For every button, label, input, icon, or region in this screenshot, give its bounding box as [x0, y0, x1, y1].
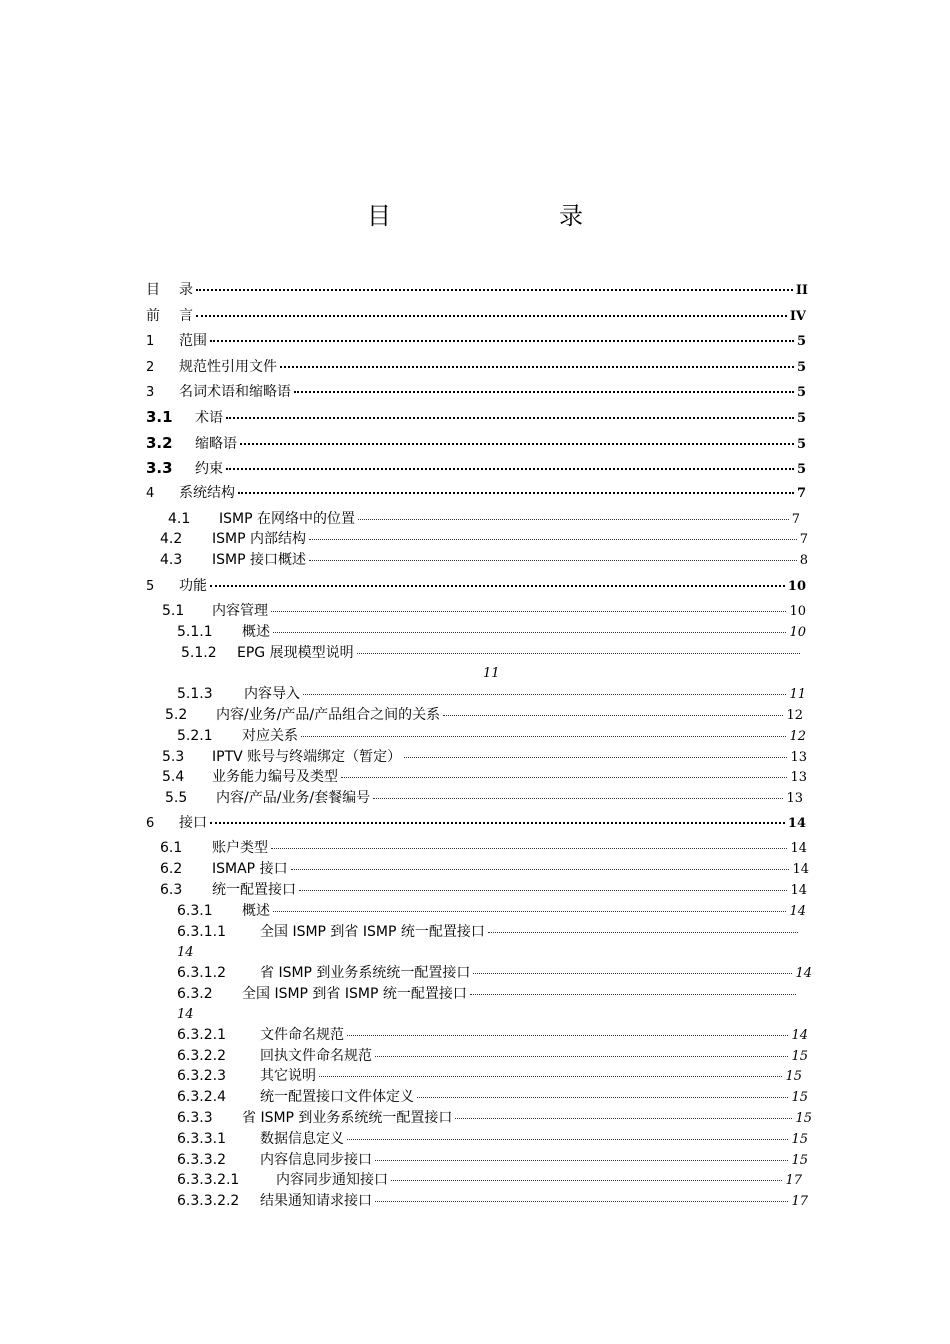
toc-entry-label: 其它说明 [260, 1068, 316, 1084]
toc-entry[interactable] [177, 1150, 808, 1170]
toc-entry-page: 14 [787, 816, 806, 831]
toc-entry-number: 6.2 [160, 861, 183, 877]
toc-entry-number: 前 [146, 308, 160, 324]
toc-entry-label: 内容/产品/业务/套餐编号 [216, 790, 371, 806]
toc-entry[interactable] [146, 407, 806, 427]
toc-entry-label: IPTV 账号与终端绑定（暂定） [212, 749, 402, 765]
dot-leader [347, 1129, 788, 1140]
dot-leader [294, 381, 794, 393]
toc-entry[interactable] [177, 1046, 808, 1066]
toc-entry-page: 15 [791, 1153, 808, 1168]
dot-leader [443, 705, 783, 716]
toc-entry-number: 5.1 [162, 603, 185, 619]
toc-entry-number: 5.1.3 [177, 686, 213, 702]
toc-entry[interactable] [146, 357, 806, 377]
toc-entry-label: 结果通知请求接口 [260, 1193, 372, 1209]
toc-entry-page: 14 [790, 841, 807, 856]
toc-entry-label: 内容信息同步接口 [260, 1152, 372, 1168]
dot-leader [455, 1108, 792, 1119]
toc-entry[interactable] [162, 767, 807, 787]
toc-entry[interactable] [160, 550, 808, 570]
dot-leader [473, 963, 792, 974]
toc-entry[interactable] [177, 1129, 808, 1149]
dot-leader [271, 838, 787, 849]
toc-entry-page: 14 [790, 883, 807, 898]
toc-entry[interactable] [146, 576, 806, 596]
toc-entry-number: 6.3.1 [177, 903, 213, 919]
dot-leader [358, 509, 789, 520]
toc-entry-label: 回执文件命名规范 [260, 1048, 372, 1064]
toc-entry-number: 6.3.1.1 [177, 924, 226, 940]
toc-entry-label: 全国 ISMP 到省 ISMP 统一配置接口 [242, 986, 467, 1002]
toc-entry-label: 功能 [179, 578, 207, 594]
toc-entry[interactable] [165, 705, 803, 725]
toc-entry-number: 6.3.3.1 [177, 1131, 226, 1147]
toc-entry-page: 14 [177, 1007, 194, 1022]
toc-entry-number: 4 [146, 486, 155, 501]
toc-entry[interactable] [177, 1108, 812, 1128]
toc-entry[interactable] [177, 1066, 802, 1086]
dot-leader [309, 529, 797, 540]
dot-leader [196, 279, 793, 291]
toc-entry-page: 17 [785, 1173, 802, 1188]
dot-leader [210, 330, 794, 342]
toc-entry-page: 14 [791, 1028, 808, 1043]
toc-entry-page: 14 [795, 966, 812, 981]
toc-entry[interactable] [177, 1087, 808, 1107]
dot-leader [299, 880, 787, 891]
toc-entry-page: 11 [789, 687, 806, 702]
toc-entry-number: 6.1 [160, 840, 183, 856]
toc-entry-page: 7 [799, 532, 808, 547]
dot-leader [375, 1150, 788, 1161]
toc-entry-page: 15 [791, 1132, 808, 1147]
toc-entry-label: 范围 [179, 333, 207, 349]
toc-entry-number: 6.3.2.4 [177, 1089, 226, 1105]
toc-entry-page: 12 [789, 729, 806, 744]
toc-entry-number: 5.1.2 [181, 645, 217, 661]
toc-entry-number: 6.3 [160, 882, 183, 898]
toc-entry-number: 6.3.2 [177, 986, 213, 1002]
dot-leader [341, 767, 787, 778]
toc-entry-page: 10 [787, 579, 806, 594]
toc-entry-label: 规范性引用文件 [179, 359, 277, 375]
toc-entry-number: 5 [146, 579, 155, 594]
toc-entry-number: 4.1 [168, 511, 191, 527]
toc-entry-page: IV [789, 309, 806, 324]
toc-entry-page: 10 [789, 604, 806, 619]
dot-leader [273, 622, 786, 633]
toc-entry-number: 5.2.1 [177, 728, 213, 744]
dot-leader [373, 788, 783, 799]
toc-entry-page: 13 [790, 770, 807, 785]
dot-leader [404, 747, 787, 758]
toc-entry[interactable] [146, 280, 808, 300]
toc-entry[interactable] [177, 622, 806, 642]
toc-entry-number: 6.3.2.3 [177, 1068, 226, 1084]
toc-entry-label: 术语 [195, 410, 223, 426]
toc-entry-page: 5 [796, 411, 806, 426]
dot-leader [280, 356, 794, 368]
dot-leader [303, 684, 786, 695]
toc-entry[interactable] [177, 1191, 808, 1211]
toc-entry[interactable] [177, 1170, 802, 1190]
toc-entry[interactable] [146, 331, 806, 351]
toc-entry[interactable] [146, 382, 806, 402]
dot-leader [238, 482, 794, 494]
toc-entry[interactable] [177, 984, 799, 1004]
toc-entry-page: 7 [791, 512, 800, 527]
toc-entry-label: 言 [179, 308, 193, 324]
toc-entry-label: 对应关系 [242, 728, 298, 744]
toc-entry-page: 15 [795, 1111, 812, 1126]
toc-entry-page: 17 [791, 1194, 808, 1209]
toc-entry-number: 6.3.3.2.2 [177, 1193, 240, 1209]
toc-entry-number: 3.3 [146, 459, 173, 477]
toc-entry-page: 15 [785, 1069, 802, 1084]
dot-leader [301, 726, 786, 737]
toc-entry-label: 省 ISMP 到业务系统统一配置接口 [242, 1110, 453, 1126]
toc-entry-page: 7 [796, 486, 806, 501]
dot-leader [271, 601, 786, 612]
dot-leader [347, 1025, 788, 1036]
toc-entry-label: ISMP 在网络中的位置 [219, 511, 355, 527]
toc-entry[interactable] [177, 1025, 808, 1045]
toc-entry-number: 6.3.3.2.1 [177, 1172, 240, 1188]
toc-entry[interactable] [160, 529, 808, 549]
dot-leader [417, 1087, 788, 1098]
toc-entry-page: 11 [483, 666, 500, 681]
toc-entry-number: 5.1.1 [177, 624, 213, 640]
toc-entry-page: 5 [796, 462, 806, 477]
toc-entry[interactable] [162, 601, 806, 621]
toc-entry-number: 6.3.2.2 [177, 1048, 226, 1064]
toc-entry-label: ISMP 接口概述 [212, 552, 306, 568]
toc-entry[interactable] [177, 901, 806, 921]
toc-entry-number: 4.3 [160, 552, 183, 568]
toc-entry-page: 5 [796, 334, 806, 349]
toc-entry-label: 系统结构 [179, 485, 235, 501]
dot-leader [470, 984, 796, 995]
dot-leader [210, 812, 785, 824]
toc-entry-number: 6.3.3 [177, 1110, 213, 1126]
toc-entry-number: 3 [146, 385, 155, 400]
toc-entry[interactable] [160, 838, 807, 858]
toc-entry-label: 统一配置接口 [212, 882, 296, 898]
toc-entry-page: 13 [790, 750, 807, 765]
toc-entry-page: 14 [792, 862, 809, 877]
toc-entry-label: 内容同步通知接口 [276, 1172, 388, 1188]
toc-entry-label: 缩略语 [195, 436, 237, 452]
toc-entry-number: 目 [146, 282, 160, 298]
toc-entry-page: 15 [791, 1090, 808, 1105]
dot-leader [375, 1191, 788, 1202]
toc-entry-page: 13 [786, 791, 803, 806]
toc-entry-page: II [795, 283, 808, 298]
toc-entry-label: 内容/业务/产品/产品组合之间的关系 [216, 707, 441, 723]
toc-entry-number: 6 [146, 816, 155, 831]
toc-entry-page: 15 [791, 1049, 808, 1064]
toc-entry-label: 文件命名规范 [260, 1027, 344, 1043]
dot-leader [291, 859, 790, 870]
toc-entry[interactable] [162, 747, 807, 767]
toc-entry-page: 10 [789, 625, 806, 640]
toc-entry-label: 录 [179, 282, 193, 298]
toc-entry-label: 概述 [242, 624, 270, 640]
dot-leader [488, 922, 798, 933]
dot-leader [319, 1066, 782, 1077]
toc-entry-number: 1 [146, 334, 155, 349]
toc-entry[interactable] [165, 788, 803, 808]
toc-entry-page: 5 [796, 437, 806, 452]
toc-entry[interactable] [146, 433, 806, 453]
toc-entry-page: 14 [789, 904, 806, 919]
toc-entry[interactable] [146, 483, 806, 503]
dot-leader [375, 1046, 788, 1057]
toc-entry-label: 统一配置接口文件体定义 [260, 1089, 414, 1105]
toc-entry-label: 数据信息定义 [260, 1131, 344, 1147]
dot-leader [196, 305, 787, 317]
toc-entry[interactable] [177, 684, 806, 704]
toc-entry-page: 5 [796, 360, 806, 375]
dot-leader [391, 1170, 782, 1181]
toc-entry-label: 账户类型 [212, 840, 268, 856]
toc-entry[interactable] [160, 859, 809, 879]
toc-entry-number: 4.2 [160, 531, 183, 547]
toc-entry[interactable] [177, 922, 801, 942]
toc-entry-label: ISMP 内部结构 [212, 531, 306, 547]
toc-entry-number: 5.2 [165, 707, 188, 723]
toc-entry-number: 5.5 [165, 790, 188, 806]
toc-entry-label: 概述 [242, 903, 270, 919]
toc-entry-number: 6.3.3.2 [177, 1152, 226, 1168]
toc-entry-number: 3.1 [146, 408, 173, 426]
toc-entry-label: 约束 [195, 461, 223, 477]
toc-entry-label: 业务能力编号及类型 [212, 769, 338, 785]
toc-entry-label: ISMAP 接口 [212, 861, 288, 877]
dot-leader [309, 550, 797, 561]
dot-leader [210, 575, 785, 587]
toc-entry-label: 名词术语和缩略语 [179, 384, 291, 400]
toc-entry[interactable] [146, 306, 806, 326]
dot-leader [226, 407, 794, 419]
toc-entry[interactable] [146, 458, 806, 478]
toc-entry-page: 12 [786, 708, 803, 723]
dot-leader [273, 901, 786, 912]
toc-entry[interactable] [160, 880, 807, 900]
toc-entry-number: 6.3.1.2 [177, 965, 226, 981]
toc-entry-number: 3.2 [146, 434, 173, 452]
toc-entry-label: EPG 展现模型说明 [237, 645, 354, 661]
toc-entry-number: 6.3.2.1 [177, 1027, 226, 1043]
toc-entry-page: 5 [796, 385, 806, 400]
dot-leader [226, 458, 794, 470]
toc-entry-page: 14 [177, 945, 194, 960]
toc-entry-label: 内容管理 [212, 603, 268, 619]
toc-entry-label: 全国 ISMP 到省 ISMP 统一配置接口 [260, 924, 485, 940]
toc-entry[interactable] [177, 726, 806, 746]
page-title: 目 录 [367, 202, 623, 230]
toc-entry-number: 5.3 [162, 749, 185, 765]
toc-entry[interactable] [177, 963, 812, 983]
toc-entry[interactable] [168, 509, 800, 529]
toc-entry-label: 内容导入 [244, 686, 300, 702]
toc-entry-page: 8 [799, 553, 808, 568]
toc-entry-label: 省 ISMP 到业务系统统一配置接口 [260, 965, 471, 981]
toc-entry[interactable] [181, 643, 803, 663]
dot-leader [357, 643, 800, 654]
dot-leader [240, 433, 794, 445]
toc-entry-number: 5.4 [162, 769, 185, 785]
toc-entry-number: 2 [146, 360, 155, 375]
toc-entry-label: 接口 [179, 815, 207, 831]
toc-entry[interactable] [146, 813, 806, 833]
